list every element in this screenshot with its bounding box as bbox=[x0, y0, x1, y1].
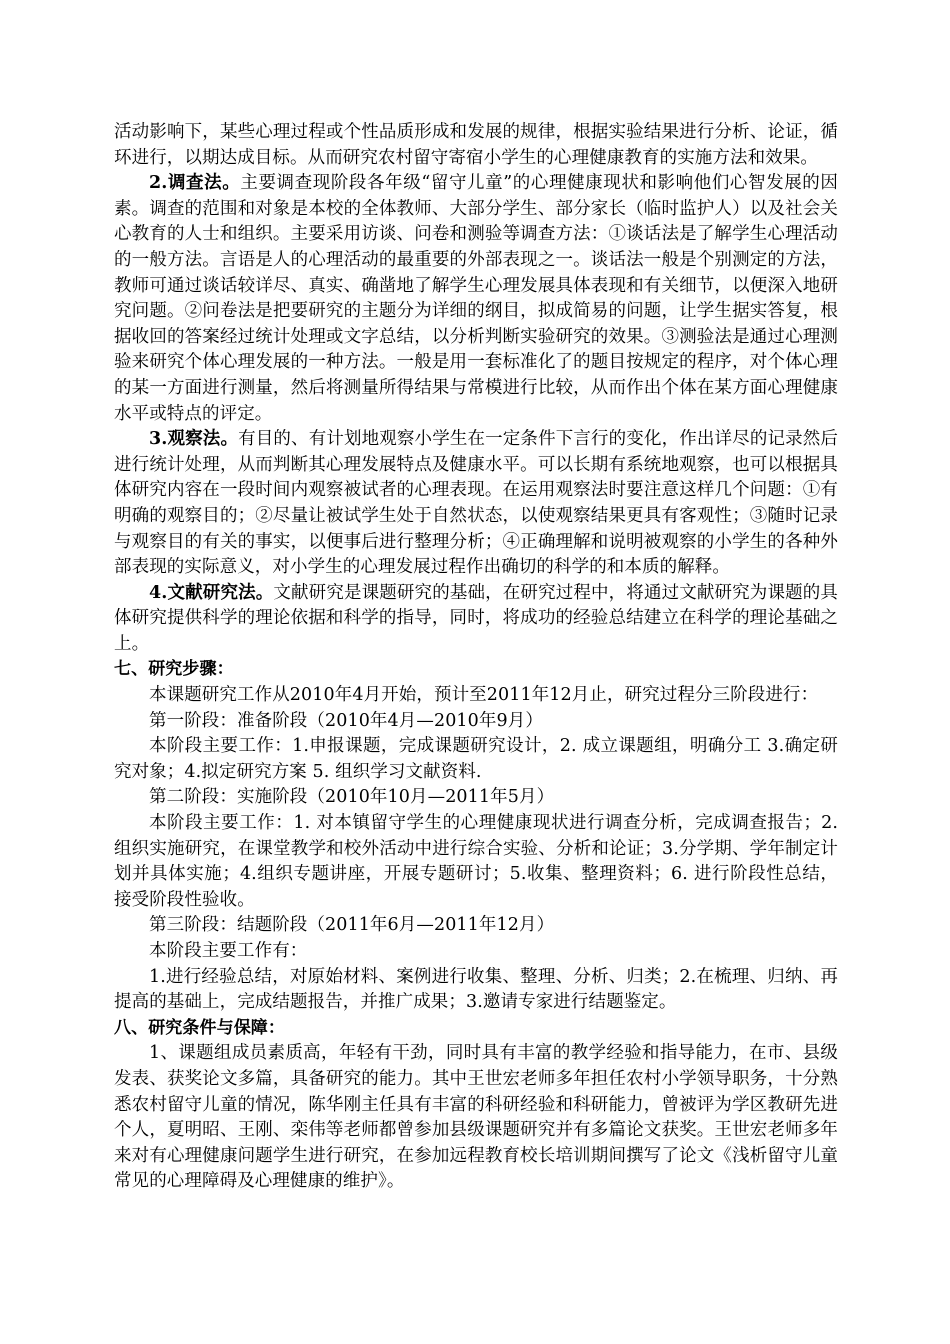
stage-1-title: 第一阶段：准备阶段（2010年4月—2010年9月） bbox=[149, 710, 543, 731]
method-survey-paragraph bbox=[114, 171, 838, 427]
section-7-heading: 七、研究步骤： bbox=[114, 659, 234, 680]
method-observation-paragraph bbox=[114, 427, 838, 581]
stage-3-work: 1.进行经验总结，对原始材料、案例进行收集、整理、分析、归类；2.在梳理、归纳、再提高的基础上，完成结题报告，并推广成果；3.邀请专家进行结题鉴定。 bbox=[114, 966, 838, 1013]
section-8-item-1: 1、课题组成员素质高，年轻有干劲，同时具有丰富的教学经验和指导能力，在市、县级发表、获奖论文多篇，具备研究的能力。其中王世宏老师多年担任农村小学领导职务，十分熟悉农村留守儿童的情况，陈华刚主任具有丰富的科研经验和科研能力，曾被评为学区教研先进个人，夏明昭、王刚、栾伟等老师都曾参加县级课题研究并有多篇论文获奖。王世宏老师多年来对有心理健康问题学生进行研究，在参加远程教育校长培训期间撰写了论文《浅析留守儿童常见的心理障碍及心理健康的维护》。 bbox=[114, 1043, 838, 1192]
stage-1-work: 本阶段主要工作：1.申报课题，完成课题研究设计，2. 成立课题组，明确分工 3.确定研究对象；4.拟定研究方案 5. 组织学习文献资料. bbox=[114, 736, 838, 782]
stage-3-title: 第三阶段：结题阶段（2011年6月—2011年12月） bbox=[149, 915, 555, 936]
stage-3-work-label: 本阶段主要工作有： bbox=[149, 941, 308, 961]
method-observation-lead: 3.观察法。 bbox=[149, 429, 239, 450]
continuation-paragraph: 活动影响下，某些心理过程或个性品质形成和发展的规律，根据实验结果进行分析、论证，循环进行，以期达成目标。从而研究农村留守寄宿小学生的心理健康教育的实施方法和效果。 bbox=[114, 122, 838, 168]
method-observation-text: 有目的、有计划地观察小学生在一定条件下言行的变化，作出详尽的记录然后进行统计处理，从而判断其心理发展特点及健康水平。可以长期有系统地观察，也可以根据具体研究内容在一段时间内观察被试者的心理表现。在运用观察法时要注意这样几个问题：①有明确的观察目的；②尽量让被试学生处于自然状态，以使观察结果更具有客观性；③随时记录与观察目的有关的事实，以便事后进行整理分析；④正确理解和说明被观察的小学生的各种外部表现的实际意义，对小学生的心理发展过程作出确切的科学的和本质的解释。 bbox=[114, 429, 838, 578]
method-literature-paragraph bbox=[114, 581, 838, 658]
section-8-heading: 八、研究条件与保障： bbox=[114, 1017, 285, 1038]
document-page bbox=[114, 120, 838, 1195]
section-7-intro: 本课题研究工作从2010年4月开始，预计至2011年12月止，研究过程分三阶段进行： bbox=[149, 685, 819, 706]
method-survey-text: 主要调查现阶段各年级“留守儿童”的心理健康现状和影响他们心智发展的因素。调查的范围和对象是本校的全体教师、大部分学生、部分家长（临时监护人）以及社会关心教育的人士和组织。主要采用访谈、问卷和测验等调查方法：①谈话法是了解学生心理活动的一般方法。言语是人的心理活动的最重要的外部表现之一。谈话法一般是个别测定的方法，教师可通过谈话较详尽、真实、确凿地了解学生心理发展具体表现和有关细节，以便深入地研究问题。②问卷法是把要研究的主题分为详细的纲目，拟成简易的问题，让学生据实答复，根据收回的答案经过统计处理或文字总结，以分析判断实验研究的效果。③测验法是通过心理测验来研究个体心理发展的一种方法。一般是用一套标准化了的题目按规定的程序，对个体心理的某一方面进行测量，然后将测量所得结果与常模进行比较，从而作出个体在某方面心理健康水平或特点的评定。 bbox=[114, 173, 839, 424]
method-literature-text: 文献研究是课题研究的基础，在研究过程中，将通过文献研究为课题的具体研究提供科学的理论依据和科学的指导，同时，将成功的经验总结建立在科学的理论基础之上。 bbox=[114, 582, 838, 654]
method-literature-lead: 4.文献研究法。 bbox=[149, 582, 274, 603]
method-survey-lead: 2.调查法。 bbox=[149, 173, 241, 194]
stage-2-work: 本阶段主要工作：1. 对本镇留守学生的心理健康现状进行调查分析，完成调查报告；2.组织实施研究，在课堂教学和校外活动中进行综合实验、分析和论证；3.分学期、学年制定计划并具体实施；4.组织专题讲座，开展专题研讨；5.收集、整理资料；6. 进行阶段性总结，接受阶段性验收。 bbox=[114, 813, 838, 910]
stage-2-title: 第二阶段：实施阶段（2010年10月—2011年5月） bbox=[149, 787, 555, 808]
